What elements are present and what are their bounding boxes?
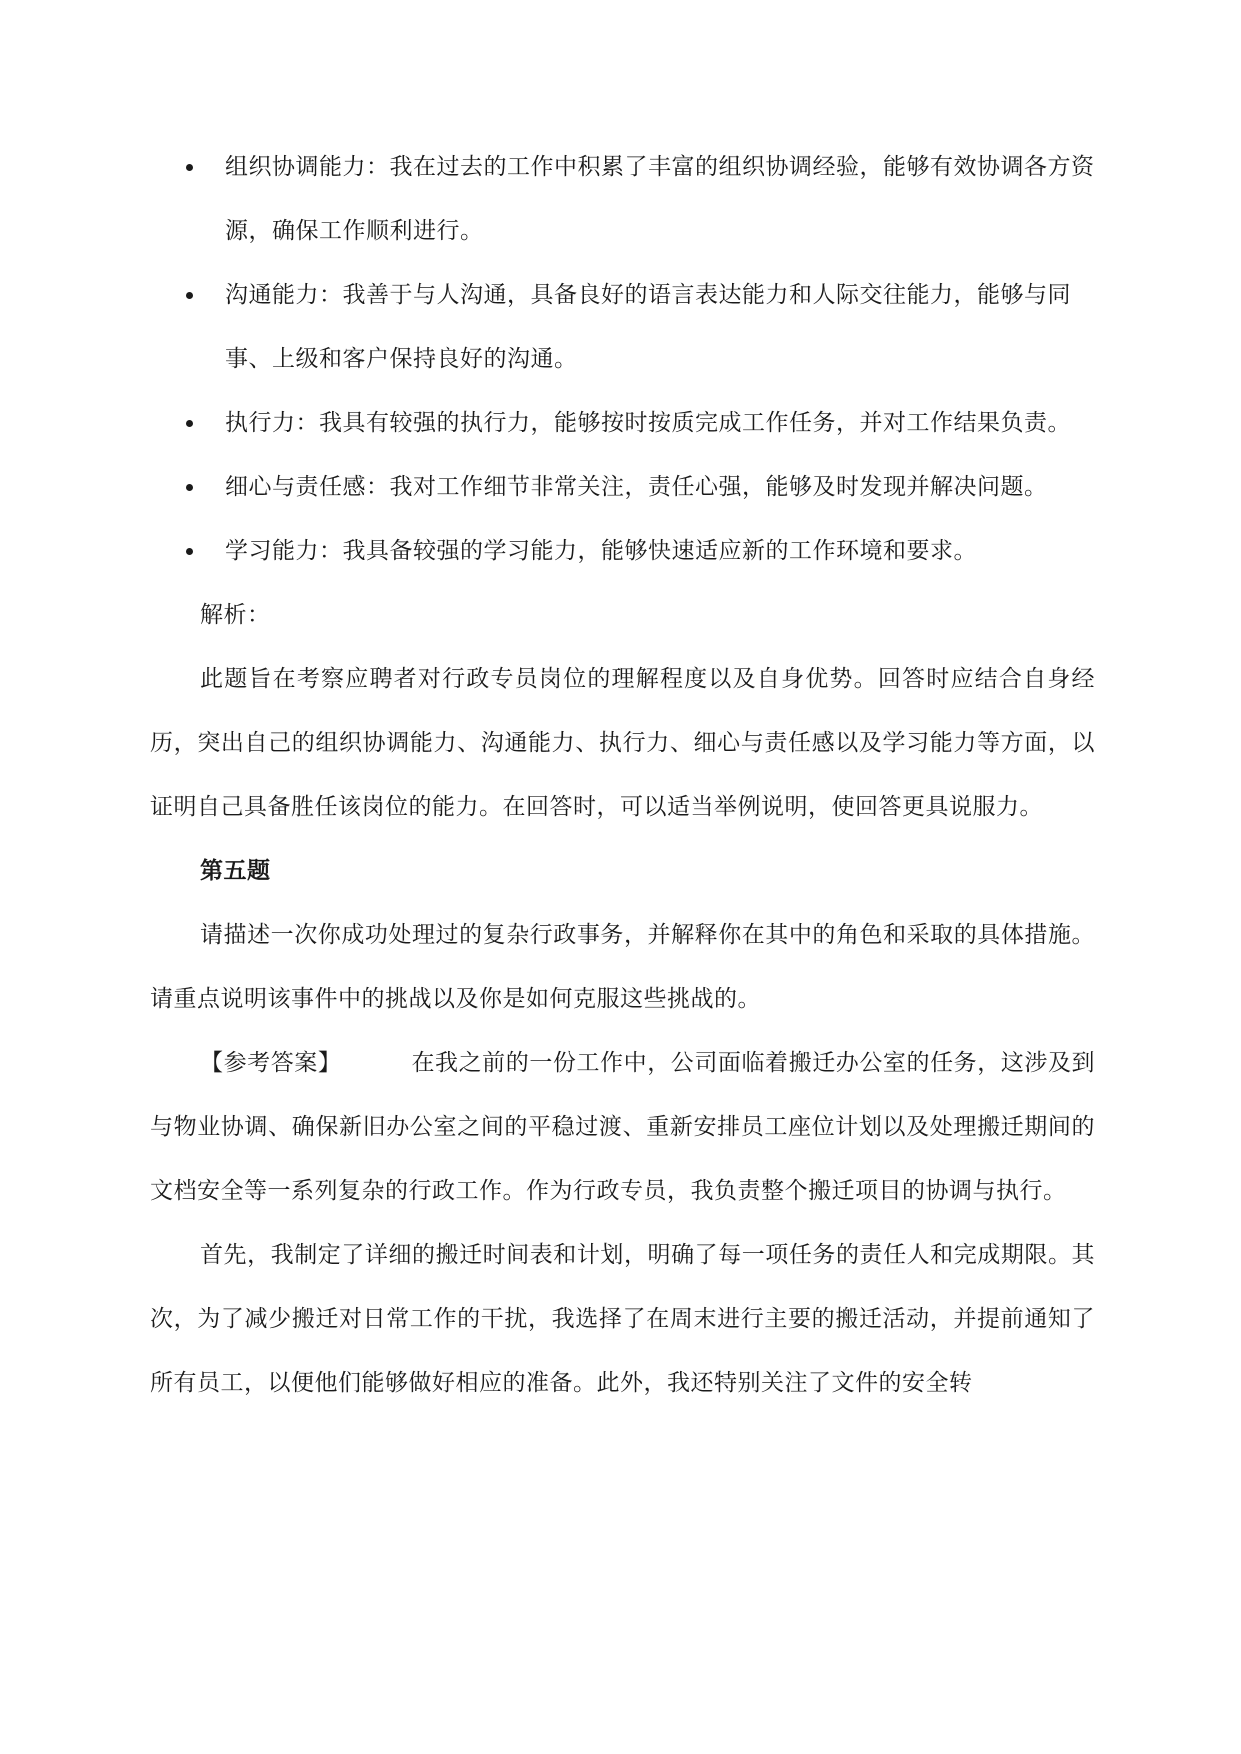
list-item-text: 沟通能力：我善于与人沟通，具备良好的语言表达能力和人际交往能力，能够与同事、上级和客户保持良好的沟通。 xyxy=(225,282,1071,372)
answer-paragraph xyxy=(150,1031,1095,1223)
strengths-list xyxy=(150,135,1095,583)
list-item xyxy=(150,455,1095,519)
question-paragraph: 请描述一次你成功处理过的复杂行政事务，并解释你在其中的角色和采取的具体措施。请重点说明该事件中的挑战以及你是如何克服这些挑战的。 xyxy=(150,922,1095,1012)
list-item xyxy=(150,391,1095,455)
bullet-icon xyxy=(186,484,193,491)
bullet-icon xyxy=(186,420,193,427)
answer-paragraph-2: 首先，我制定了详细的搬迁时间表和计划，明确了每一项任务的责任人和完成期限。其次，为了减少搬迁对日常工作的干扰，我选择了在周末进行主要的搬迁活动，并提前通知了所有员工，以便他们能够做好相应的准备。此外，我还特别关注了文件的安全转 xyxy=(150,1242,1095,1396)
list-item-text: 细心与责任感：我对工作细节非常关注，责任心强，能够及时发现并解决问题。 xyxy=(225,474,1048,500)
bullet-icon xyxy=(186,292,193,299)
body-text xyxy=(150,583,1095,1415)
analysis-paragraph: 此题旨在考察应聘者对行政专员岗位的理解程度以及自身优势。回答时应结合自身经历，突出自己的组织协调能力、沟通能力、执行力、细心与责任感以及学习能力等方面，以证明自己具备胜任该岗位的能力。在回答时，可以适当举例说明，使回答更具说服力。 xyxy=(150,666,1095,820)
list-item-text: 执行力：我具有较强的执行力，能够按时按质完成工作任务，并对工作结果负责。 xyxy=(225,410,1071,436)
question-title: 第五题 xyxy=(200,857,271,884)
list-item-text: 学习能力：我具备较强的学习能力，能够快速适应新的工作环境和要求。 xyxy=(225,538,977,564)
list-item xyxy=(150,263,1095,391)
answer-text: 在我之前的一份工作中，公司面临着搬迁办公室的任务，这涉及到与物业协调、确保新旧办公室之间的平稳过渡、重新安排员工座位计划以及处理搬迁期间的文档安全等一系列复杂的行政工作。作为行政专员，我负责整个搬迁项目的协调与执行。 xyxy=(150,1050,1096,1204)
analysis-label: 解析： xyxy=(200,602,271,628)
bullet-icon xyxy=(186,548,193,555)
bullet-icon xyxy=(186,164,193,171)
list-item-text: 组织协调能力：我在过去的工作中积累了丰富的组织协调经验，能够有效协调各方资源，确保工作顺利进行。 xyxy=(225,154,1095,244)
list-item xyxy=(150,135,1095,263)
list-item xyxy=(150,519,1095,583)
answer-label: 【参考答案】 xyxy=(200,1050,342,1076)
